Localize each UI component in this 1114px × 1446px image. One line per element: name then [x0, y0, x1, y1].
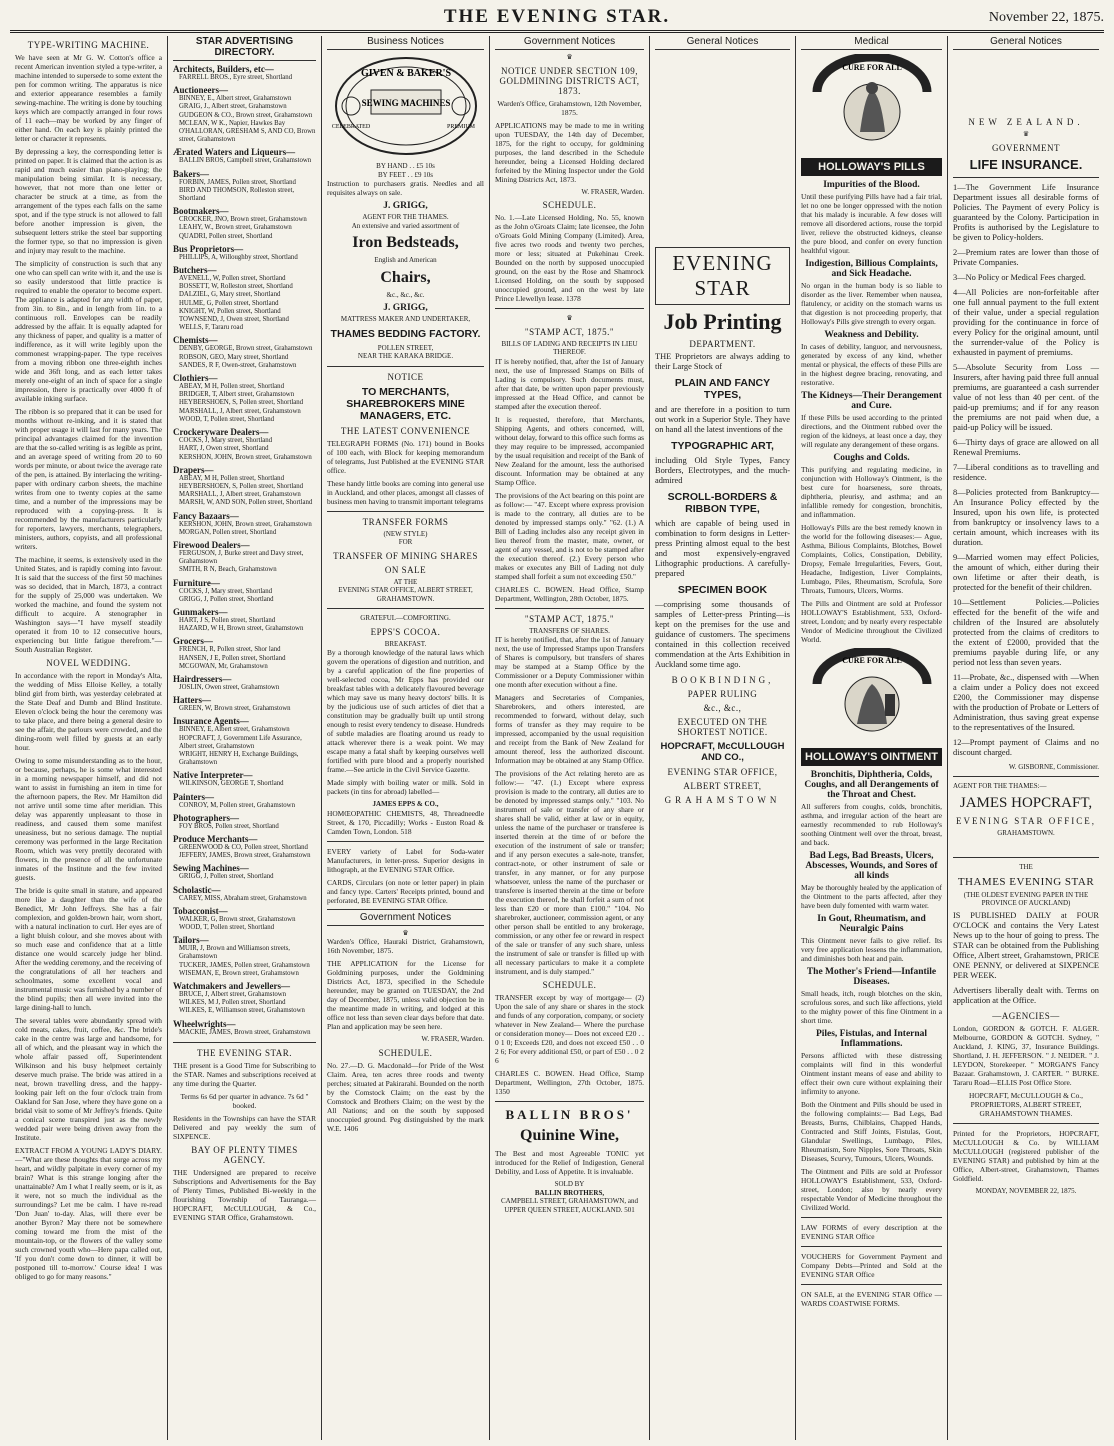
- column-header: General Notices: [953, 36, 1099, 50]
- subscription-paragraph: THE present is a Good Time for Subscribing to the STAR. Names and subscriptions received at any time during the Quarter.: [173, 1060, 316, 1088]
- transfer-signature: CHARLES C. BOWEN. Head Office, Stamp Department, Wellington, 27th October, 1875. 1350: [495, 1069, 644, 1096]
- government-notices-header: Government Notices: [327, 909, 484, 926]
- directory-category: Hairdressers—: [173, 673, 232, 684]
- directory-entry: HANSEN, J E, Pollen street, Shortland: [179, 654, 286, 662]
- subscription-terms: Terms 6s 6d per quarter in advance. 7s 6d " booked.: [180, 1091, 309, 1110]
- advertiser-name: J. GRIGG,: [383, 201, 428, 211]
- epps-address: HOMŒOPATHIC CHEMISTS, 48, Threadneedle Street, & 170, Piccadilly; Works - Euston Road & Camden Town, London. 518: [327, 808, 484, 836]
- agencies-heading: —AGENCIES—: [992, 1010, 1060, 1021]
- printing-paragraph: —comprising some thousands of samples of Letter-press Printing—is kept on the premises for the use and guidance of customers. The specimens contained in this collection received commendation at the Arts Exhibition in Auckland some time ago.: [655, 600, 790, 669]
- directory-entry: WELLS, F, Tararu road: [179, 324, 243, 332]
- bay-of-plenty-heading: BAY OF PLENTY TIMES AGENCY.: [191, 1144, 298, 1165]
- printing-paragraph: including Old Style Types, Fancy Borders, Electrotypes, and the much-admired: [655, 456, 790, 485]
- article-title-novel-wedding: NOVEL WEDDING.: [46, 658, 131, 668]
- labels-notice: EVERY variety of Label for Soda-water Manufacturers, in letter-press. Superior designs in lithograph, at the EVENING STAR Office.: [327, 846, 484, 874]
- directory-entry: GRAIG, J., Albert street, Grahamstown: [179, 103, 287, 111]
- medical-paragraph: Small heads, itch, rough blotches on the skin, scrofulous sores, and such like affections, yield to the mighty power of this fine Ointment in a short time.: [801, 989, 942, 1025]
- directory-category: Insurance Agents—: [173, 716, 249, 727]
- iron-bedsteads: Iron Bedsteads,: [352, 234, 459, 251]
- medical-paragraph: If these Pills be used according to the printed directions, and the Ointment rubbed over the region of the kidneys, at least once a day, they will regulate any derangement of these organs.: [801, 413, 942, 449]
- directory-entry: BRIDGER, T, Albert street, Grahamstown: [179, 391, 295, 399]
- directory-entry: FOY BROS, Pollen street, Shortland: [179, 822, 279, 830]
- stamp-paragraph: IT is hereby notified, that, after the 1st of January next, the use of Impressed Stamps on Bills of Lading is compulsory. Such documents must, after that date, be written upon paper previously impressed at the Head Office, and cannot be stamped after the execution thereof.: [495, 356, 644, 411]
- directory-entry: MCGOWAN, Mr, Grahamstown: [179, 662, 268, 670]
- directory-entry: JOSLIN, Owen street, Grahamstown: [179, 683, 280, 691]
- insurance-item: 4—All Policies are non-forfeitable after one full annual payment to the full extent of their value, under a special regulation providing for the continuance in force of every Policy for the original amount, until the surrender-value of the Policy is exhausted in payment of premiums.: [953, 287, 1099, 357]
- seal-motto: CURE FOR ALL: [841, 63, 902, 72]
- bookbinding: BOOKBINDING,: [671, 675, 774, 685]
- ballin-bros: BALLIN BROS': [505, 1107, 634, 1122]
- advertiser-name: J. GRIGG,: [383, 303, 428, 313]
- bedding-factory: THAMES BEDDING FACTORY.: [330, 327, 481, 340]
- page-columns: [10, 36, 1104, 1440]
- agent-line: AGENT FOR THE THAMES.: [362, 213, 449, 221]
- article-paragraph: The ribbon is so prepared that it can be used for months without re-inking, and it is stated that with proper usage it will last for many years. The principal advantages claimed for the invention are that the so-called writing is as legible as print, and an average speed of writing from 20 to 60 words per minute, or about twice the average rate of the pen, is attained. By interlacing the writing-paper with ordinary carbon sheets, the machine writes from one to twenty copies at the same time, and a number of the impressions may be reproduced with a copying-press. It is recommended by the manufacturers particularly for reporters, lawyers, merchants, telegraphers, ministers, authors, copyists, and all professional writers.: [15, 407, 162, 551]
- directory-entry: QUADRI, Pollen street, Shortland: [179, 232, 273, 240]
- directory-entry: MUIR, J, Brown and Williamson streets, Grahamstown: [179, 945, 290, 961]
- medical-heading: Indigestion, Billious Complaints, and Sick Headache.: [805, 259, 938, 279]
- article-paragraph: The several tables were abundantly spread with cold meats, cakes, fruit, coffee, &c. The bride's cake in the centre was large and handsome, for all of which, and the pleasant way in which the whole affair passed off, Superintendent Wilkinson and his busy helpmeet certainly deserve much praise. The bride was attired in a neat, brown travelling dress, and the happy-looking pair left on the four o'clock train from Oakland for San Jose, where they have gone on a bridal visit to some of Mr Jeffrey's friends. Quite a conical scene transpired just as the newly wedded pair were being driven away from the Institute.: [15, 1016, 162, 1142]
- epps-paragraph: By a thorough knowledge of the natural laws which govern the operations of digestion and nutrition, and by a careful application of the fine properties of well-selected cocoa, Mr Epps has provided our breakfast tables with a delicately flavoured beverage which may save us many heavy doctors' bills. It is by the judicious use of such articles of diet that a constitution may be gradually built up until strong enough to resist every tendency to disease. Hundreds of subtle maladies are floating around us ready to attack wherever there is a weak point. We may escape many a fatal shaft by keeping ourselves well fortified with pure blood and a properly nourished frame.—See article in the Civil Service Gazette.: [327, 648, 484, 774]
- transfer-paragraph: IT is hereby notified, that, after the 1st of January next, the use of Impressed Stamps upon Transfers of Shares is compulsory, but transfers of shares may be stamped at a Stamp Office by the Commissioner or a Deputy Commissioner within one month after execution without a fine.: [495, 635, 644, 689]
- directory-category: Fancy Bazaars—: [173, 510, 239, 521]
- directory-category: Scholastic—: [173, 884, 221, 895]
- directory-entry: WILKINSON, GEORGE T, Shortland: [179, 780, 284, 788]
- vouchers: VOUCHERS for Government Payment and Company Debts—Printed and Sold at the EVENING STAR Office: [801, 1252, 942, 1279]
- evening-star-title: EVENING STAR: [655, 247, 790, 305]
- directory-entry: HART, J S, Pollen street, Shortland: [179, 616, 276, 624]
- specimen-book: SPECIMEN BOOK: [677, 584, 768, 596]
- directory-entry: AVENELL, W, Pollen street, Shortland: [179, 275, 286, 283]
- agent-label: AGENT FOR THE THAMES:—: [953, 782, 1047, 790]
- printing-paragraph: which are capable of being used in combination to form designs in Letter-press Printing almost equal to the best and most expensively-engraved Lithographic productions. A carefully-prepared: [655, 519, 790, 578]
- mattress-maker: MATTRESS MAKER AND UNDERTAKER,: [340, 315, 471, 323]
- transfer-mining-shares: TRANSFER OF MINING SHARES: [333, 550, 478, 561]
- quinine-wine: Quinine Wine,: [520, 1127, 619, 1144]
- directory-entry: FORBIN, JAMES, Pollen street, Shortland: [179, 178, 296, 186]
- column-articles: [10, 36, 168, 1440]
- directory-entry: SANDES, R F, Owen-street, Grahamstown: [179, 361, 297, 369]
- directory-entry: CAREY, MISS, Abraham street, Grahamstown: [179, 894, 307, 902]
- insurance-item: 12—Prompt payment of Claims and no discount charged.: [953, 737, 1099, 757]
- directory-category: Bakers—: [173, 168, 209, 179]
- stamp-signature: CHARLES C. BOWEN. Head Office, Stamp Department, Wellington, 28th October, 1875.: [495, 584, 644, 603]
- seal-brand: GIVEN & BAKER'S: [360, 68, 451, 79]
- ointment-seal-icon: [805, 648, 939, 744]
- seal-motto: CURE FOR ALL: [841, 656, 902, 665]
- albert-street: ALBERT STREET,: [683, 781, 762, 791]
- directory-entry: JEFFERY, JAMES, Brown street, Grahamstown: [179, 852, 311, 860]
- directory-category: Architects, Builders, etc—: [173, 64, 274, 74]
- column-medical: [796, 36, 948, 1440]
- insurance-item: 8—Policies protected from Bankruptcy—An Insurance Policy effected by the Insured, upon his own life, is protected from bankruptcy or insolvency laws to a certain amount, which increases with its duration.: [953, 487, 1099, 547]
- column-business-notices: [322, 36, 490, 1440]
- directory-entry: TUCKER, JAMES, Pollen street, Grahamstown: [179, 961, 310, 969]
- life-insurance: LIFE INSURANCE.: [969, 156, 1083, 172]
- directory-entry: HEYBERSHOEN, S, Pollen street, Shortland: [179, 482, 304, 490]
- directory-entry: MORGAN, Pollen street, Shortland: [179, 528, 277, 536]
- newspaper-title: THE EVENING STAR.: [443, 6, 671, 27]
- warden-application: THE APPLICATION for the License for Goldmining purposes, under the Goldmining Districts Act, 1873, specified in the Schedule hereunder, may be granted on TUESDAY, the 2nd day of December, 1875, unless valid objection be in the meantime made in writing, and lodged at this office not less than seven clear days before that date. Plan and application may be seen here.: [327, 959, 484, 1031]
- schedule-text: No. 1.—Late Licensed Holding, No. 55, known as the John o'Groats Claim; late licensee, the John o'Groats Gold Mining Company (Limited). Area, five acres two roods and twenty two perches, more or less; situated at Pukehinau Creek. Bounded on the north by supposed unoccupied ground, on the east by the Rose and Shamrock Licensed Holding, on the south by supposed unoccupied ground, and on the west by late Prince Llewellyn lease. 1378: [495, 213, 644, 303]
- medical-heading: The Mother's Friend—Infantile Diseases.: [806, 967, 937, 987]
- scroll-borders: SCROLL-BORDERS & RIBBON TYPE,: [667, 491, 778, 515]
- directory-entry: O'HALLORAN, GRESHAM S, AND CO, Brown street, Grahamstown: [179, 128, 316, 144]
- holloways-pills: HOLLOWAY'S PILLS: [801, 158, 942, 176]
- medical-paragraph: This purifying and regulating medicine, in conjunction with Holloway's Ointment, is the best cure for hoarseness, sore throats, diphtheria, pleurisy, and asthma; and an infallible remedy for congestion, bronchitis, and inflammation.: [801, 465, 942, 519]
- medical-paragraph: Both the Ointment and Pills should be used in the following complaints:— Bad Legs, Bad Breasts, Burns, Chilblains, Chapped Hands, Contracted and Stiff Joints, Fistulas, Gout, Glandular Swellings, Lumbago, Piles, Rheumatism, Sore Nipples, Sore Throats, Skin Diseases, Scurvy, Tumours, Ulcers, Wounds.: [801, 1100, 942, 1163]
- notice-paragraph: APPLICATIONS may be made to me in writing upon TUESDAY, the 14th day of December, 1875, for the right to occupy, for goldmining purposes, the land described in the Schedule hereunder, being a Licensed Holding declared forfeited by the Mining Inspector under the Gold Mining Districts Act, 1873.: [495, 120, 644, 184]
- schedule-heading: SCHEDULE.: [542, 200, 597, 210]
- directory-entry: HART, J, Owen street, Shortland: [179, 445, 269, 453]
- insurance-item: 10—Settlement Policies.—Policies effected for the benefit of the wife and children of the Insured are absolutely protected from the claims of creditors to the extent of £2000, provided that the premiums payable during life, or any period not less than seven years.: [953, 597, 1099, 667]
- issue-date: November 22, 1875.: [988, 10, 1104, 25]
- epps-paragraph-2: Made simply with boiling water or milk. Sold in packets (in tins for abroad) labelled—: [327, 778, 484, 796]
- directory-entry: GUDGEON & CO., Brown street, Grahamstown: [179, 111, 313, 119]
- transfer-forms: TRANSFER FORMS: [362, 516, 449, 527]
- medical-heading: Piles, Fistulas, and Internal Inflammations.: [815, 1029, 928, 1049]
- directory-entry: WALKER, G, Brown street, Grahamstown: [179, 915, 296, 923]
- medical-heading: Coughs and Colds.: [833, 453, 910, 463]
- directory-entry: WOOD, T, Pollen street, Shortland: [179, 415, 275, 423]
- government: GOVERNMENT: [992, 142, 1060, 153]
- article-title-type-writing: TYPE-WRITING MACHINE.: [27, 40, 150, 50]
- directory-category: Produce Merchants—: [173, 833, 258, 844]
- directory-title: STAR ADVERTISING DIRECTORY.: [173, 36, 316, 61]
- directory-category: Auctioneers—: [173, 85, 228, 96]
- directory-entry: KERSHON, JOHN, Brown street, Grahamstown: [179, 520, 312, 528]
- directory-category: Bus Proprietors—: [173, 243, 244, 254]
- publishing-paragraph: IS PUBLISHED DAILY at FOUR O'CLOCK and contains the Very Latest News up to the hour of going to press. The STAR can be obtained from the Publishing Office, Albert street, Grahamstown, PRICE ONE PENNY, or delivered at SIXPENCE PER WEEK.: [953, 910, 1099, 980]
- agencies-list: London, GORDON & GOTCH. F. ALGER. Melbourne, GORDON & GOTCH. Sydney, " Auckland, J. KING, 37, Insurance Buildings. Shortland, J. H. JEFFERSON. " J. NEIDER. " J. LEYDON, Storekeeper. " MORGAN'S Fancy Bazaar. Grahamstown, J. CARTER. " BURKE. Tararu Road—ELLIS Post Office Store.: [953, 1023, 1099, 1087]
- column-government-notices: [490, 36, 650, 1440]
- hopcraft-mccullough: HOPCRAFT, McCULLOUGH AND CO.,: [660, 741, 785, 763]
- holloways-ointment: HOLLOWAY'S OINTMENT: [801, 748, 942, 766]
- holloway-seal-icon: [805, 54, 939, 154]
- price-hand: BY HAND . . £5 10s: [376, 162, 435, 170]
- job-printing-title: Job Printing: [663, 309, 782, 334]
- schedule-heading: SCHEDULE.: [378, 1047, 433, 1058]
- directory-entry: FARRELL BROS., Eyre street, Shortland: [179, 74, 293, 81]
- directory-entry: GREENWOOD & CO, Pollen street, Shortland: [179, 843, 308, 851]
- medical-heading: Bronchitis, Diphtheria, Colds, Coughs, and all Derangements of the Throat and Chest.: [804, 770, 939, 800]
- directory-entry: PHILLIPS, A, Willoughby street, Shortland: [179, 253, 298, 261]
- column-header: Medical: [801, 36, 942, 50]
- insurance-item: 6—Thirty days of grace are allowed on all Renewal Premiums.: [953, 437, 1099, 457]
- grahamstown: GRAHAMSTOWN: [664, 795, 781, 805]
- directory-category: Painters—: [173, 791, 214, 802]
- medical-paragraph: May be thoroughly healed by the application of the Ointment to the parts affected, after they have been duly fomented with warm water.: [801, 883, 942, 910]
- stamp-act-heading: "STAMP ACT, 1875.": [524, 326, 615, 337]
- directory-entry: FERGUSON, J, Burke street and Davy street, Grahamstown: [179, 549, 304, 566]
- pollen-street: POLLEN STREET,: [377, 343, 434, 352]
- schedule-heading: SCHEDULE.: [542, 980, 597, 990]
- directory-entry: MARSH, W, AND SON, Pollen street, Shortland: [179, 499, 313, 507]
- plain-fancy-types: PLAIN AND FANCY TYPES,: [674, 377, 771, 401]
- medical-paragraph: The Pills and Ointment are sold at Professor HOLLOWAY'S Establishment, 533, Oxford-street, London; and by nearly every respectable Vendor of Medicine throughout the Civilized World.: [801, 599, 942, 644]
- directory-category: Clothiers—: [173, 373, 218, 384]
- commissioner-signature: W. GISBORNE, Commissioner.: [1008, 762, 1099, 771]
- medical-heading: Weakness and Debility.: [824, 330, 919, 340]
- directory-entry: HEYBERSHOEN, S, Pollen street, Shortland: [179, 399, 304, 407]
- ballin-address: CAMPBELL STREET, GRAHAMSTOWN, and UPPER QUEEN STREET, AUCKLAND. 501: [501, 1197, 638, 1214]
- directory-entry: MARSHALL, J, Albert street, Grahamstown: [179, 407, 301, 415]
- directory-entry: WRIGHT, HENRY H, Exchange Buildings, Grahamstown: [179, 750, 299, 767]
- medical-heading: Bad Legs, Bad Breasts, Ulcers, Abscesses, Wounds, and Sores of all kinds: [805, 851, 938, 881]
- directory-entry: COCKS, J, Mary street, Shortland: [179, 587, 273, 595]
- breakfast: BREAKFAST.: [384, 639, 427, 648]
- directory-entry: ABEAY, M H, Pollen street, Shortland: [179, 474, 284, 482]
- department: DEPARTMENT.: [689, 339, 756, 349]
- medical-heading: In Gout, Rheumatism, and Neuralgic Pains: [817, 914, 926, 934]
- new-style: (NEW STYLE): [383, 529, 428, 538]
- bay-of-plenty-paragraph: THE Undersigned are prepared to receive Subscriptions and Advertisements for the Bay of Plenty Times, Published Bi-weekly in the flourishing Township of Tauranga.—HOPCRAFT, McCULLOUGH, & Co., EVENING STAR Office, Grahamstown.: [173, 1167, 316, 1222]
- for-label: FOR: [398, 538, 413, 546]
- directory-entry: HOPCRAFT, J, Government Life Assurance, Albert street, Grahamstown: [179, 734, 302, 750]
- printer-imprint: Printed for the Proprietors, HOPCRAFT, McCULLOUGH & Co. by WILLIAM McCULLOUGH (registered publisher of the EVENING STAR) and published by him at the Office, Albert-street, Grahamstown, Thames Goldfield.: [953, 1128, 1099, 1183]
- notice-heading: NOTICE: [387, 371, 424, 382]
- merchants-notice: TO MERCHANTS, SHAREBROKERS MINE MANAGERS, ETC.: [346, 385, 465, 422]
- medical-heading: The Kidneys—Their Derangement and Cure.: [801, 391, 942, 411]
- article-paragraph: The machine, it seems, is extensively used in the United States, and is rapidly coming into favour. It is said that the success of the first 50 machines was so decided, that in March, 1873, a contract for the supply of 25,000 was undertaken. We worked the machine, and found the system not difficult to acquire. A stenographer in Washington says—"I have myself steadily operated it from 10 to 12 consecutive hours, experiencing but little fatigue therefrom."—South Australian Register.: [15, 555, 162, 654]
- seal-left: CELEBRATED: [331, 124, 370, 130]
- thames-evening-star: THAMES EVENING STAR: [957, 875, 1095, 888]
- directory-entry: COCKS, J, Mary street, Shortland: [179, 437, 273, 445]
- insurance-item: 1—The Government Life Insurance Department issues all desirable forms of Policies. The Payment of every Policy is guaranteed by the Colony. Participation in Profits is authorised by the Legislature to be given to Policy-holders.: [953, 182, 1099, 242]
- proprietors: HOPCRAFT, McCULLOUGH & Co., PROPRIETORS, ALBERT STREET, GRAHAMSTOWN THAMES.: [968, 1090, 1083, 1118]
- warden-signature: W. FRASER, Warden.: [421, 1035, 484, 1043]
- directory-category: Watchmakers and Jewellers—: [173, 981, 290, 992]
- epps-cocoa: EPPS'S COCOA.: [370, 626, 441, 637]
- subscription-paragraph: Residents in the Townships can have the STAR Delivered and pay weekly the sum of SIXPENCE.: [173, 1113, 316, 1141]
- advertising-directory: [173, 64, 316, 1037]
- advertisers-paragraph: Advertisers liberally dealt with. Terms on application at the Office.: [953, 985, 1099, 1005]
- etcetera: &c., &c., &c.: [386, 290, 425, 299]
- medical-paragraph: The Ointment and Pills are sold at Professor HOLLOWAY'S Establishment, 533, Oxford-street, London; also by nearly every respectable Vendor of Medicine throughout the Civilized World.: [801, 1167, 942, 1212]
- law-forms: LAW FORMS of every description at the EVENING STAR Office: [801, 1223, 942, 1241]
- directory-entry: WOOD, T, Pollen street, Shortland: [179, 924, 275, 931]
- directory-category: Drapers—: [173, 464, 214, 475]
- medical-paragraph: Until these purifying Pills have had a fair trial, let no one be longer oppressed with the notion that his malady is incurable. A few doses will remove all disordered actions, rouse the torpid liver, relieve the obstructed kidneys, cleanse the pure blood, and confer on every function healthful vigour.: [801, 192, 942, 255]
- directory-category: Tailors—: [173, 935, 209, 946]
- insurance-item: 7—Liberal conditions as to travelling and residence.: [953, 462, 1099, 482]
- directory-entry: ABEAY, M H, Pollen street, Shortland: [179, 383, 284, 391]
- karaka-bridge: NEAR THE KARAKA BRIDGE.: [357, 352, 454, 360]
- article-paragraph: EXTRACT FROM A YOUNG LADY'S DIARY.—"What are these thoughts that surge across my heart, and wildly palpitate in every corner of my brain? What is this strange longing after the unattainable? Am I what I really seem, or is it, as it were, not so much the individual as the surroundings? Let me be calm. I have re-read 'Don Juan' to-day. Alas, will there ever be another Byron? May there not be somewhere coming toward me from the mist of the mountain-top, or the flowers of the valley some such crowned youth who—Here papa called out, 'If you don't come down to dinner, it will be postponed till to-morrow.' Course idea! I was obliged to go for many reasons.": [15, 1146, 162, 1281]
- directory-entry: WISEMAN, E, Brown street, Grahamstown: [179, 969, 299, 977]
- stamp-act-heading: "STAMP ACT, 1875.": [524, 613, 615, 624]
- directory-category: Grocers—: [173, 636, 213, 647]
- insurance-item: 9—Married women may effect Policies, the amount of which, either during their own lifetime or after their death, is protected for the benefit of their children.: [953, 552, 1099, 592]
- medical-paragraph: In cases of debility, languor, and nervousness, generated by excess of any kind, whether mental or physical, the effects of these Pills are in the highest degree bracing, renovating, and restorative.: [801, 342, 942, 387]
- seal-right: PREMIUM: [446, 124, 475, 130]
- directory-category: Photographers—: [173, 812, 239, 823]
- warden-signature: W. FRASER, Warden.: [581, 187, 644, 196]
- directory-entry: HAZARD, W H, Brown street, Grahamstown: [179, 625, 304, 633]
- coat-of-arms-icon: ♛: [402, 928, 409, 937]
- price-feet: BY FEET . . £9 10s: [377, 170, 434, 179]
- article-paragraph: Owing to some misunderstanding as to the hour, or because, perhaps, he is some what interested in a morning newspaper himself, and did not want to assist in furnishing an item in time for the afternoon papers, the Rev. Mr Hamilton did not arrive until some time after meridian. This delay was apparently unpleasant to those in readiness, and caused them some manifest uneasiness, but no serious damage. The nuptial ceremony was performed in the large Recitation Room, which was very prettily decorated with flowers, in the presence of all the unfortunate inmates of the Institute and the few invited guests.: [15, 756, 162, 882]
- directory-category: Chemists—: [173, 335, 218, 346]
- column-directory: [168, 36, 322, 1440]
- transfer-schedule: TRANSFER except by way of mortgage— (2) Upon the sale of any share or shares in the stock and funds of any corporation, company, or society whatever in New Zealand— Where the purchase or consideration money— Does not exceed £20 . . 0 1 0; Exceeds £20, and does not exceed £50 . . 0 2 6; For every additional £50, or part of £50 . . 0 2 6: [495, 993, 644, 1065]
- medical-paragraph: This Ointment never fails to give relief. Its very free application lessens the inflammation, and diminishes both heat and pain.: [801, 936, 942, 963]
- column-job-printing: [650, 36, 796, 1440]
- directory-category: Tobacconist—: [173, 905, 228, 916]
- new-zealand: NEW ZEALAND.: [968, 117, 1084, 127]
- directory-entry: LEAHY, W., Brown street, Grahamstown: [179, 224, 292, 232]
- directory-entry: BINNEY, E, Albert street, Grahamstown: [179, 726, 290, 734]
- directory-entry: WILKES, E, Williamson street, Grahamstown: [179, 1007, 305, 1015]
- schedule-text: No. 27.—D. G. Macdonald—for Pride of the West Claim. Area, ten acres three roods and twenty perches; situated at Pakirarahi. Bounded on the north by the Comstock Claim; on the east by the Comstock and Brothers Claim; on the west by the All Nations; and on the south by supposed unoccupied ground. Peg distinguished by the mark W.E. 1406: [327, 1060, 484, 1133]
- english-american: English and American: [374, 256, 437, 264]
- sewing-machine-seal-icon: [331, 54, 481, 158]
- column-header: General Notices: [655, 36, 790, 50]
- directory-entry: KNIGHT, W, Pollen street, Shortland: [179, 307, 281, 315]
- telegraph-forms-2: These handy little books are coming into general use in Auckland, and other places, amongst all classes of business men having to transmit important telegrams: [327, 478, 484, 506]
- etcetera: &c., &c.,: [703, 703, 742, 713]
- telegraph-forms: TELEGRAPH FORMS (No. 171) bound in Books of 100 each, with Block for keeping memorandum of telegrams, Just Published at the EVENING STAR office.: [327, 438, 484, 475]
- on-sale: ON SALE: [384, 564, 427, 575]
- directory-entry: GRIGG, J, Pollen street, Shortland: [179, 873, 274, 881]
- directory-category: Ærated Waters and Liqueurs—: [173, 147, 296, 158]
- evening-star-office: EVENING STAR OFFICE,: [667, 767, 778, 777]
- directory-entry: MARSHALL, J, Albert street, Grahamstown: [179, 491, 301, 499]
- directory-entry: KERSHON, JOHN, Brown street, Grahamstown: [179, 453, 312, 461]
- article-paragraph: The simplicity of construction is such that any one who can spell can write with it, and the use is so easily understood that little practice is required to enable the operator to become expert. The appliance is adapted for any width of paper, from 3in. to 8in., and in length from 1in. to a continuous roll. Envelopes can be readily addressed by the affair. It is equally adapted for any thickness of paper, and quality is a matter of indifference, as it will write legibly upon the commonest wrapping-paper. The type receives from a moving ribbon one three-eighth inches wide and 36ft long, and as each letter takes merely one-eight of an inch of space for a single impression, there is practically over 4000 ft of available inking surface.: [15, 259, 162, 403]
- transfer-paragraph: The provisions of the Act relating hereto are as follow:— "47. (1.) Except where express provision is made to the contrary, all duties are to be denoted by impressed stamps only." "103. No instrument of sale or transfer of any share or shares shall be valid, either at law or in equity, unless the name of the purchaser or transferee is inserted therein at the time of or before the execution of the instrument of sale or transfer; and if any person executes a sale-note, transfer, contract-note, or other instrument of sale or transfer, in any manner, or for any purpose whatsoever, unless the name of the purchaser or transferee is inserted therein at the time or before the execution thereof, he shall forfeit a sum of not less than £20 or more than £100." "104. No sharebroker, auctioneer, commission agent, or any other person shall be entitled to any brokerage, commission, or any other fee or reward in respect of the sale or transfer of any such share, unless the instrument of sale or transfer is filled up with all necessary particulars to make it a complete instrument, and is duly stamped.": [495, 769, 644, 976]
- directory-entry: BINNEY, E., Albert street, Grahamstown: [179, 95, 292, 103]
- evening-star-office: EVENING STAR OFFICE,: [955, 815, 1097, 826]
- directory-entry: BIRD AND THOMSON, Rolleston street, Shortland: [179, 186, 295, 203]
- article-paragraph: We have seen at Mr G. W. Cotton's office a recent American invention styled a type-writer, a machine intended to supersede to some extent the pen for common writing. The apparatus is nice and exterior appearance resembles a family sewing-machine. The writing is done by touching keys which are compactly arranged in four rows of 11 each—may be worked by any finger of either hand. On each key is plainly printed the letter or character it represents.: [15, 53, 162, 143]
- directory-entry: HULME, G, Pollen street, Shortland: [179, 299, 279, 307]
- seal-center: SEWING MACHINES: [361, 98, 450, 108]
- ballin-brothers: BALLIN BROTHERS,: [534, 1188, 605, 1197]
- directory-entry: MACKIE, JAMES, Brown street, Grahamstown: [179, 1028, 311, 1036]
- medical-paragraph: No organ in the human body is so liable to disorder as the liver. Remember when nausea, flatulency, or acidity on the stomach warns us that digestion is not proceeding properly, that Holloway's Pills give strength to every organ.: [801, 281, 942, 326]
- evening-star-heading: THE EVENING STAR.: [196, 1047, 293, 1058]
- directory-category: Wheelwrights—: [173, 1018, 236, 1029]
- directory-category: Butchers—: [173, 265, 217, 276]
- insurance-item: 11—Probate, &c., dispensed with —When a claim under a Policy does not exceed £200, the Commissioner may dispense with the production of Probate or Letters of Administration, thus saving great expense to the representatives of the Insured.: [953, 672, 1099, 732]
- directory-category: Sewing Machines—: [173, 863, 249, 874]
- assortment-line: An extensive and varied assortment of: [351, 221, 460, 230]
- notice-heading: NOTICE UNDER SECTION 109, GOLDMINING DISTRICTS ACT, 1873.: [499, 65, 640, 96]
- insurance-item: 2—Premium rates are lower than those of Private Companies.: [953, 247, 1099, 267]
- article-paragraph: The bride is quite small in stature, and appeared more like a daughter than the wife of the Benedict, Mr John Jeffreys. She has a fair complexion, and golden-brown hair, worn short, with a natural inclination to curl. Her eyes are of a light bluish colour, and she moves about with so much ease and confidence that at a little distance one would scarcely judge her blind. After the wedding ceremony, and the receiving of the congratulations of all her teachers and schoolmates, some excellent vocal and instrumental music was furnished by a number of the blind pupils; then all were invited into the large dining-hall to lunch.: [15, 886, 162, 1012]
- coat-of-arms-icon: ♛: [566, 53, 573, 61]
- directory-category: Native Interpreter—: [173, 770, 253, 781]
- column-header: Government Notices: [495, 36, 644, 50]
- grateful-comforting: GRATEFUL—COMFORTING.: [360, 614, 451, 622]
- coat-of-arms-icon: ♛: [1022, 130, 1030, 138]
- transfer-paragraph: Managers and Secretaries of Companies, Sharebrokers, and others interested, are recommended to forward, without delay, such forms of transfer as they may require to be impressed, accompanied by the usual requisition and receipt from the Bank of New Zealand for amount thereof, less the authorized discount. Information may be obtained at any Stamp Office.: [495, 693, 644, 765]
- latest-convenience: THE LATEST CONVENIENCE: [340, 425, 471, 436]
- directory-entry: WILKES, M J, Pollen street, Shortland: [179, 999, 286, 1007]
- warden-office: Warden's Office, Hauraki District, Grahamstown, 16th November, 1875.: [327, 937, 484, 955]
- article-paragraph: By depressing a key, the corresponding letter is printed on paper. It is claimed that the action is as rapid and much easier than piano-playing; the manipulation being similar. It is necessary, however, that not more than one letter or character be struck at a time, as from the arrangement of the types each falls on the same spot, and if the type struck is not allowed to fall before another impression is given, the subsequent letters strike the steel bar supporting the former type, so that no impression is given and injury may result to the machine.: [15, 147, 162, 255]
- insurance-item: 5—Absolute Security from Loss —Insurers, after having paid three full annual premiums, are guaranteed a cash surrender value of not less than 40 per cent. of the paid-up premiums; and if for any reason the premiums are not paid when due, a paid-up Policy will be issued.: [953, 362, 1099, 432]
- oldest-paper: (THE OLDEST EVENING PAPER IN THE PROVINCE OF AUCKLAND): [963, 890, 1089, 907]
- medical-paragraph: All sufferers from coughs, colds, bronchitis, asthma, and irregular action of the heart are earnestly recommended to rub Holloway's soothing Ointment well over the throat, breast, and back.: [801, 802, 942, 847]
- masthead: [10, 4, 1104, 33]
- stamp-paragraph: It is requested, therefore, that Merchants, Shipping Agents, and others concerned, will, without delay, forward to this office such forms as they may require to be impressed, accompanied by the usual requisition and receipt of the Bank of New Zealand for the amount, less the authorised discount. Information may be obtained at any Stamp Office.: [495, 414, 644, 487]
- directory-category: Furniture—: [173, 577, 220, 588]
- bills-of-lading-heading: BILLS OF LADING AND RECEIPTS IN LIEU THEREOF.: [501, 339, 638, 356]
- coastwise-forms: ON SALE, at the EVENING STAR Office —WARDS COASTWISE FORMS.: [801, 1290, 942, 1308]
- directory-category: Hatters—: [173, 695, 211, 706]
- medical-heading: Impurities of the Blood.: [823, 180, 920, 190]
- directory-entry: GREEN, W, Brown street, Grahamstown: [179, 705, 291, 713]
- directory-entry: SMITH, R N, Beach, Grahamstown: [179, 566, 277, 574]
- stamp-paragraph: The provisions of the Act bearing on this point are as follow:— "47. Except where express provision is made to the contrary, all duties are to be denoted by impressed stamps only." "62. (1.) A Bill of Lading includes also any receipt given in lieu thereof from the master, mate, owner, or agent of any vessel, and is not to be stamped after the execution thereof. (2.) Every person who makes or executes any Bill of Lading not duly stamped shall forfeit a sum not exceeding £50.": [495, 490, 644, 581]
- column-life-insurance: [948, 36, 1104, 1440]
- epps-company: JAMES EPPS & CO.,: [372, 800, 439, 808]
- directory-category: Firewood Dealers—: [173, 539, 250, 550]
- warden-office: Warden's Office, Grahamstown, 12th November, 1875.: [497, 98, 642, 117]
- directory-entry: CROCKER, JNO, Brown street, Grahamstown: [179, 216, 307, 224]
- insurance-item: 3—No Policy or Medical Fees charged.: [953, 272, 1086, 282]
- medical-paragraph: Holloway's Pills are the best remedy known in the world for the following diseases:— Ague, Asthma, Bilious Complaints, Blotches, Bowel Complaints, Colics, Constipation, Debility, Dropsy, Female Irregularities, Fevers, Gout, Headache, Indigestion, Liver Complaints, Lumbago, Piles, Rheumatism, Scrofula, Sore Throats, Tumours, Ulcers, Worms.: [801, 523, 942, 595]
- shortest-notice: EXECUTED ON THE SHORTEST NOTICE.: [677, 717, 768, 737]
- column-header: Business Notices: [327, 36, 484, 50]
- at-the: AT THE: [393, 577, 418, 586]
- coat-of-arms-icon: ♛: [566, 314, 573, 322]
- insurance-items: [953, 183, 1099, 758]
- medical-paragraph: Persons afflicted with these distressing complaints will find in this wonderful Ointment instant means of ease and ability to effect their own cure without explaining their infirmity to anyone.: [801, 1051, 942, 1096]
- cards-notice: CARDS, Circulars (on note or letter paper) in plain and fancy type. Carters' Receipts printed, bound and perforated, BE EVENING STAR Office.: [327, 877, 484, 905]
- printing-paragraph: THE Proprietors are always adding to their Large Stock of: [655, 352, 790, 371]
- directory-entry: GRIGG, J, Pollen street, Shortland: [179, 595, 274, 603]
- article-paragraph: In accordance with the report in Monday's Alta, the wedding of Miss Elloise Kelley, a totally blind girl from birth, was yesterday celebrated at the State Deaf and Dumb and Blind Institute. Eleven o'clock being the hour the ceremony was to take place, and there being a general desire to see the affair, the parlours were crowded, and the dining-room well filled by guests at an early hour.: [15, 671, 162, 752]
- directory-entry: BOSSETT, W, Rolleston street, Shortland: [179, 283, 293, 291]
- office-address: EVENING STAR OFFICE, ALBERT STREET, GRAHAMSTOWN.: [338, 586, 473, 603]
- james-hopcraft: JAMES HOPCRAFT,: [959, 794, 1093, 811]
- directory-entry: DALZIEL, G, Mary street, Shortland: [179, 291, 281, 299]
- printing-paragraph: and are therefore in a position to turn out work in a Superior Style. They have on hand all the latest inventions of the: [655, 405, 790, 434]
- directory-entry: BALLIN BROS, Campbell street, Grahamstown: [179, 157, 312, 165]
- quinine-paragraph: The Best and most Agreeable TONIC yet introduced for the Relief of Indigestion, General Debility, and Loss of Appetite. It is invaluable.: [495, 1149, 644, 1176]
- directory-entry: FRENCH, R, Pollen street, Shor land: [179, 646, 281, 654]
- directory-entry: CONROY, M, Pollen street, Grahamstown: [179, 801, 295, 809]
- the-label: THE: [1019, 863, 1033, 871]
- directory-category: Crockeryware Dealers—: [173, 427, 269, 438]
- directory-entry: MCLEAN, W K., Napier, Hawkes Bay: [179, 119, 286, 127]
- directory-entry: BRUCE, J, Albert street, Grahamstown: [179, 991, 287, 999]
- business-paragraph: Instruction to purchasers gratis. Needles and all requisites always on sale.: [327, 179, 484, 197]
- directory-entry: DENBY, GEORGE, Brown street, Grahamstown: [179, 345, 313, 353]
- grahamstown: GRAHAMSTOWN.: [997, 828, 1055, 837]
- typographic-art: TYPOGRAPHIC ART,: [671, 440, 774, 452]
- directory-category: Gunmakers—: [173, 606, 228, 617]
- transfers-heading: TRANSFERS OF SHARES.: [529, 626, 610, 635]
- directory-category: Bootmakers—: [173, 206, 229, 217]
- paper-ruling: PAPER RULING: [687, 689, 758, 699]
- imprint-date: MONDAY, NOVEMBER 22, 1875.: [975, 1186, 1077, 1195]
- directory-entry: ROBSON, GEO, Mary street, Shortland: [179, 353, 289, 361]
- sold-by: SOLD BY: [554, 1180, 585, 1188]
- directory-entry: TOWNSEND, J, Owen street, Shortland: [179, 316, 289, 324]
- chairs: Chairs,: [380, 268, 431, 286]
